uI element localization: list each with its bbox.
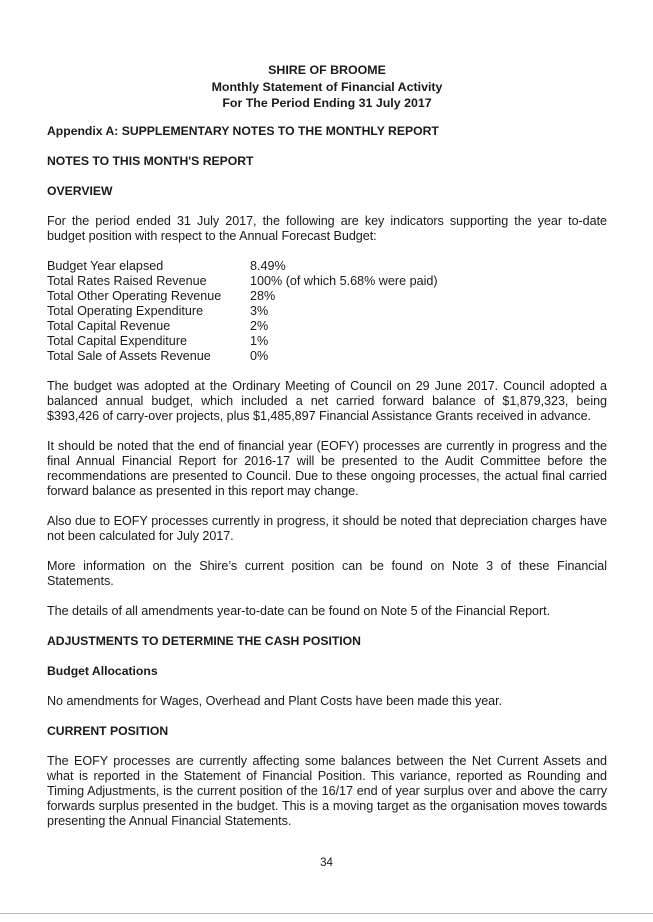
indicator-label: Total Rates Raised Revenue (47, 273, 207, 288)
indicator-label: Total Operating Expenditure (47, 303, 204, 318)
indicator-label: Total Other Operating Revenue (47, 288, 222, 303)
depreciation-paragraph: Also due to EOFY processes currently in progress, it should be noted that depreciation charges have not been calculated for July 2017. (47, 513, 607, 543)
indicator-row (47, 334, 607, 349)
indicator-label: Total Sale of Assets Revenue (47, 348, 211, 363)
budget-allocations-text: No amendments for Wages, Overhead and Plant Costs have been made this year. (47, 693, 503, 708)
indicator-value: 28% (250, 288, 276, 303)
more-info-paragraph: More information on the Shire’s current position can be found on Note 3 of these Financial Statements. (47, 558, 607, 588)
indicator-value: 8.49% (250, 258, 286, 273)
indicator-value: 1% (250, 333, 269, 348)
indicator-label: Total Capital Expenditure (47, 333, 188, 348)
amendments-paragraph: The details of all amendments year-to-date can be found on Note 5 of the Financial Report. (47, 603, 551, 618)
report-period: For The Period Ending 31 July 2017 (222, 96, 432, 110)
indicator-value: 3% (250, 303, 269, 318)
indicator-row (47, 319, 607, 334)
notes-heading: NOTES TO THIS MONTH'S REPORT (47, 153, 254, 168)
report-header (47, 62, 607, 112)
overview-intro: For the period ended 31 July 2017, the following are key indicators supporting the year to-date budget position with respect to the Annual Forecast Budget: (47, 213, 607, 243)
indicator-row (47, 259, 607, 274)
page-number: 34 (320, 857, 333, 869)
budget-allocations-subheading: Budget Allocations (47, 663, 158, 678)
adjustments-heading: ADJUSTMENTS TO DETERMINE THE CASH POSITION (47, 633, 361, 648)
eofy-paragraph: It should be noted that the end of financial year (EOFY) processes are currently in progress and the final Annual Financial Report for 2016-17 will be presented to the Audit Committee before the recommendations are presented to Council. Due to these ongoing processes, the actual final carried forward balance as presented in this report may change. (47, 438, 607, 498)
indicator-value: 0% (250, 348, 269, 363)
indicator-row (47, 349, 607, 364)
indicator-value: 100% (of which 5.68% were paid) (250, 273, 438, 288)
organisation-name: SHIRE OF BROOME (268, 63, 386, 77)
indicator-value: 2% (250, 318, 269, 333)
indicator-row (47, 274, 607, 289)
indicator-label: Budget Year elapsed (47, 258, 164, 273)
current-position-heading: CURRENT POSITION (47, 723, 169, 738)
indicator-label: Total Capital Revenue (47, 318, 171, 333)
key-indicators-list (47, 259, 607, 364)
indicator-row (47, 304, 607, 319)
overview-heading: OVERVIEW (47, 183, 113, 198)
budget-adoption-paragraph: The budget was adopted at the Ordinary Meeting of Council on 29 June 2017. Council adopted a balanced annual budget, which included a net carried forward balance of $1,879,323, being $393,426 of carry-over projects, plus $1,485,897 Financial Assistance Grants received in advance. (47, 378, 607, 423)
report-title: Monthly Statement of Financial Activity (211, 79, 443, 94)
indicator-row (47, 289, 607, 304)
appendix-heading: Appendix A: SUPPLEMENTARY NOTES TO THE MONTHLY REPORT (47, 123, 439, 138)
page-bottom-divider (0, 913, 653, 914)
current-position-text: The EOFY processes are currently affecting some balances between the Net Current Assets and what is reported in the Statement of Financial Position. This variance, reported as Rounding and Timing Adjustments, is the current position of the 16/17 end of year surplus over and above the carry forwards surplus presented in the budget. This is a moving target as the organisation moves towards presenting the Annual Financial Statements. (47, 753, 607, 828)
